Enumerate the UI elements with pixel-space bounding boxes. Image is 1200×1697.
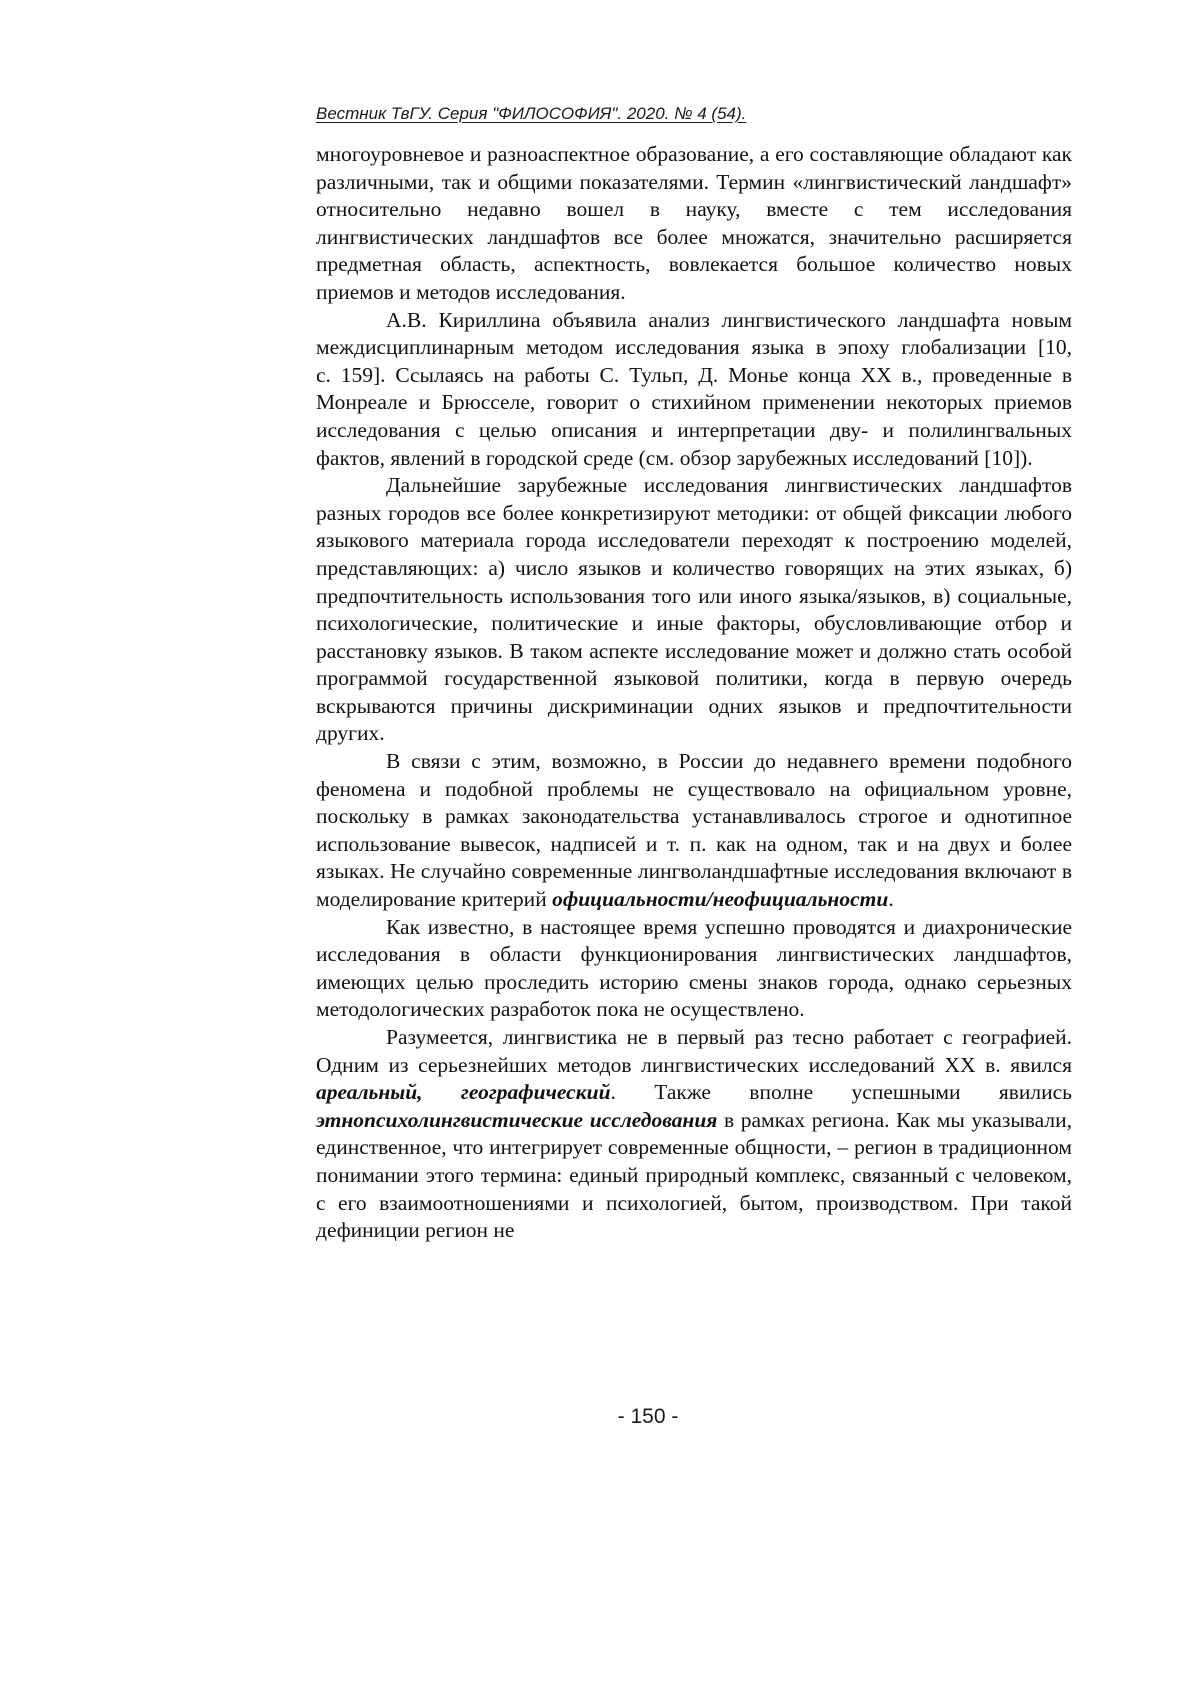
paragraph-text: многоуровневое и разноаспектное образование, а его составляющие обладают как различными, так и общими показателями. Термин «лингвистический ландшафт» относительно недавно вошел в науку, вместе с тем исследования лингвистических ландшафтов все более множатся, значительно расширяется предметная область, аспектность, вовлекается большое количество новых приемов и методов исследования. <box>316 142 1072 304</box>
emphasized-term: официальности/неофициальности <box>552 887 889 912</box>
paragraph-text: Разумеется, лингвистика не в первый раз тесно работает с географией. Одним из серьезнейших методов лингвистических исследований XX в. явился <box>316 1025 1072 1077</box>
paragraph-text: Дальнейшие зарубежные исследования лингвистических ландшафтов разных городов все более конкретизируют методики: от общей фиксации любого языкового материала города исследователи переходят к построению моделей, представляющих: а) число языков и количество говорящих на этих языках, б) предпочтительность использования того или иного языка/языков, в) социальные, психологические, политические и иные факторы, обусловливающие отбор и расстановку языков. В таком аспекте исследование может и должно стать особой программой государственной языковой политики, когда в первую очередь вскрываются причины дискриминации одних языков и предпочтительности других. <box>316 473 1072 746</box>
paragraph-text: . <box>888 887 894 912</box>
paragraph-2 <box>316 307 1072 473</box>
paragraph-text: В связи с этим, возможно, в России до недавнего времени подобного феномена и подобной проблемы не существовало на официальном уровне, поскольку в рамках законодательства устанавливалось строгое и однотипное использование вывесок, надписей и т. п. как на одном, так и на двух и более языках. Не случайно современные лингволандшафтные исследования включают в моделирование критерий <box>316 749 1072 912</box>
paragraph-text: . Также вполне успешными явились <box>610 1080 1072 1105</box>
paragraph-4 <box>316 748 1072 914</box>
page-number: - 150 - <box>617 1405 679 1428</box>
emphasized-term: этнопсихолингвистические исследования <box>316 1107 718 1132</box>
running-header: Вестник ТвГУ. Серия "ФИЛОСОФИЯ". 2020. № 4 (54). <box>316 104 747 123</box>
article-body <box>316 141 1072 1245</box>
paragraph-text: в рамках региона. Как мы указывали, единственное, что интегрирует современные общности, – регион в традиционном понимании этого термина: единый природный комплекс, связанный с человеком, с его взаимоотношениями и психологией, бытом, производством. При такой дефиниции регион не <box>316 1107 1072 1243</box>
paragraph-3 <box>316 472 1072 748</box>
paragraph-text: А.В. Кириллина объявила анализ лингвистического ландшафта новым междисциплинарным методом исследования языка в эпоху глобализации [10, с. 159]. Ссылаясь на работы С. Тульп, Д. Монье конца XX в., проведенные в Монреале и Брюсселе, говорит о стихийном применении некоторых приемов исследования с целью описания и интерпретации дву- и полилингвальных фактов, явлений в городской среде (см. обзор зарубежных исследований [10]). <box>316 307 1072 470</box>
paragraph-1 <box>316 141 1072 307</box>
paragraph-5 <box>316 914 1072 1024</box>
paragraph-6 <box>316 1024 1072 1245</box>
paragraph-text: Как известно, в настоящее время успешно проводятся и диахронические исследования в области функционирования лингвистических ландшафтов, имеющих целью проследить историю смены знаков города, однако серьезных методологических разработок пока не осуществлено. <box>316 914 1072 1022</box>
emphasized-term: ареальный, географический <box>316 1080 611 1105</box>
